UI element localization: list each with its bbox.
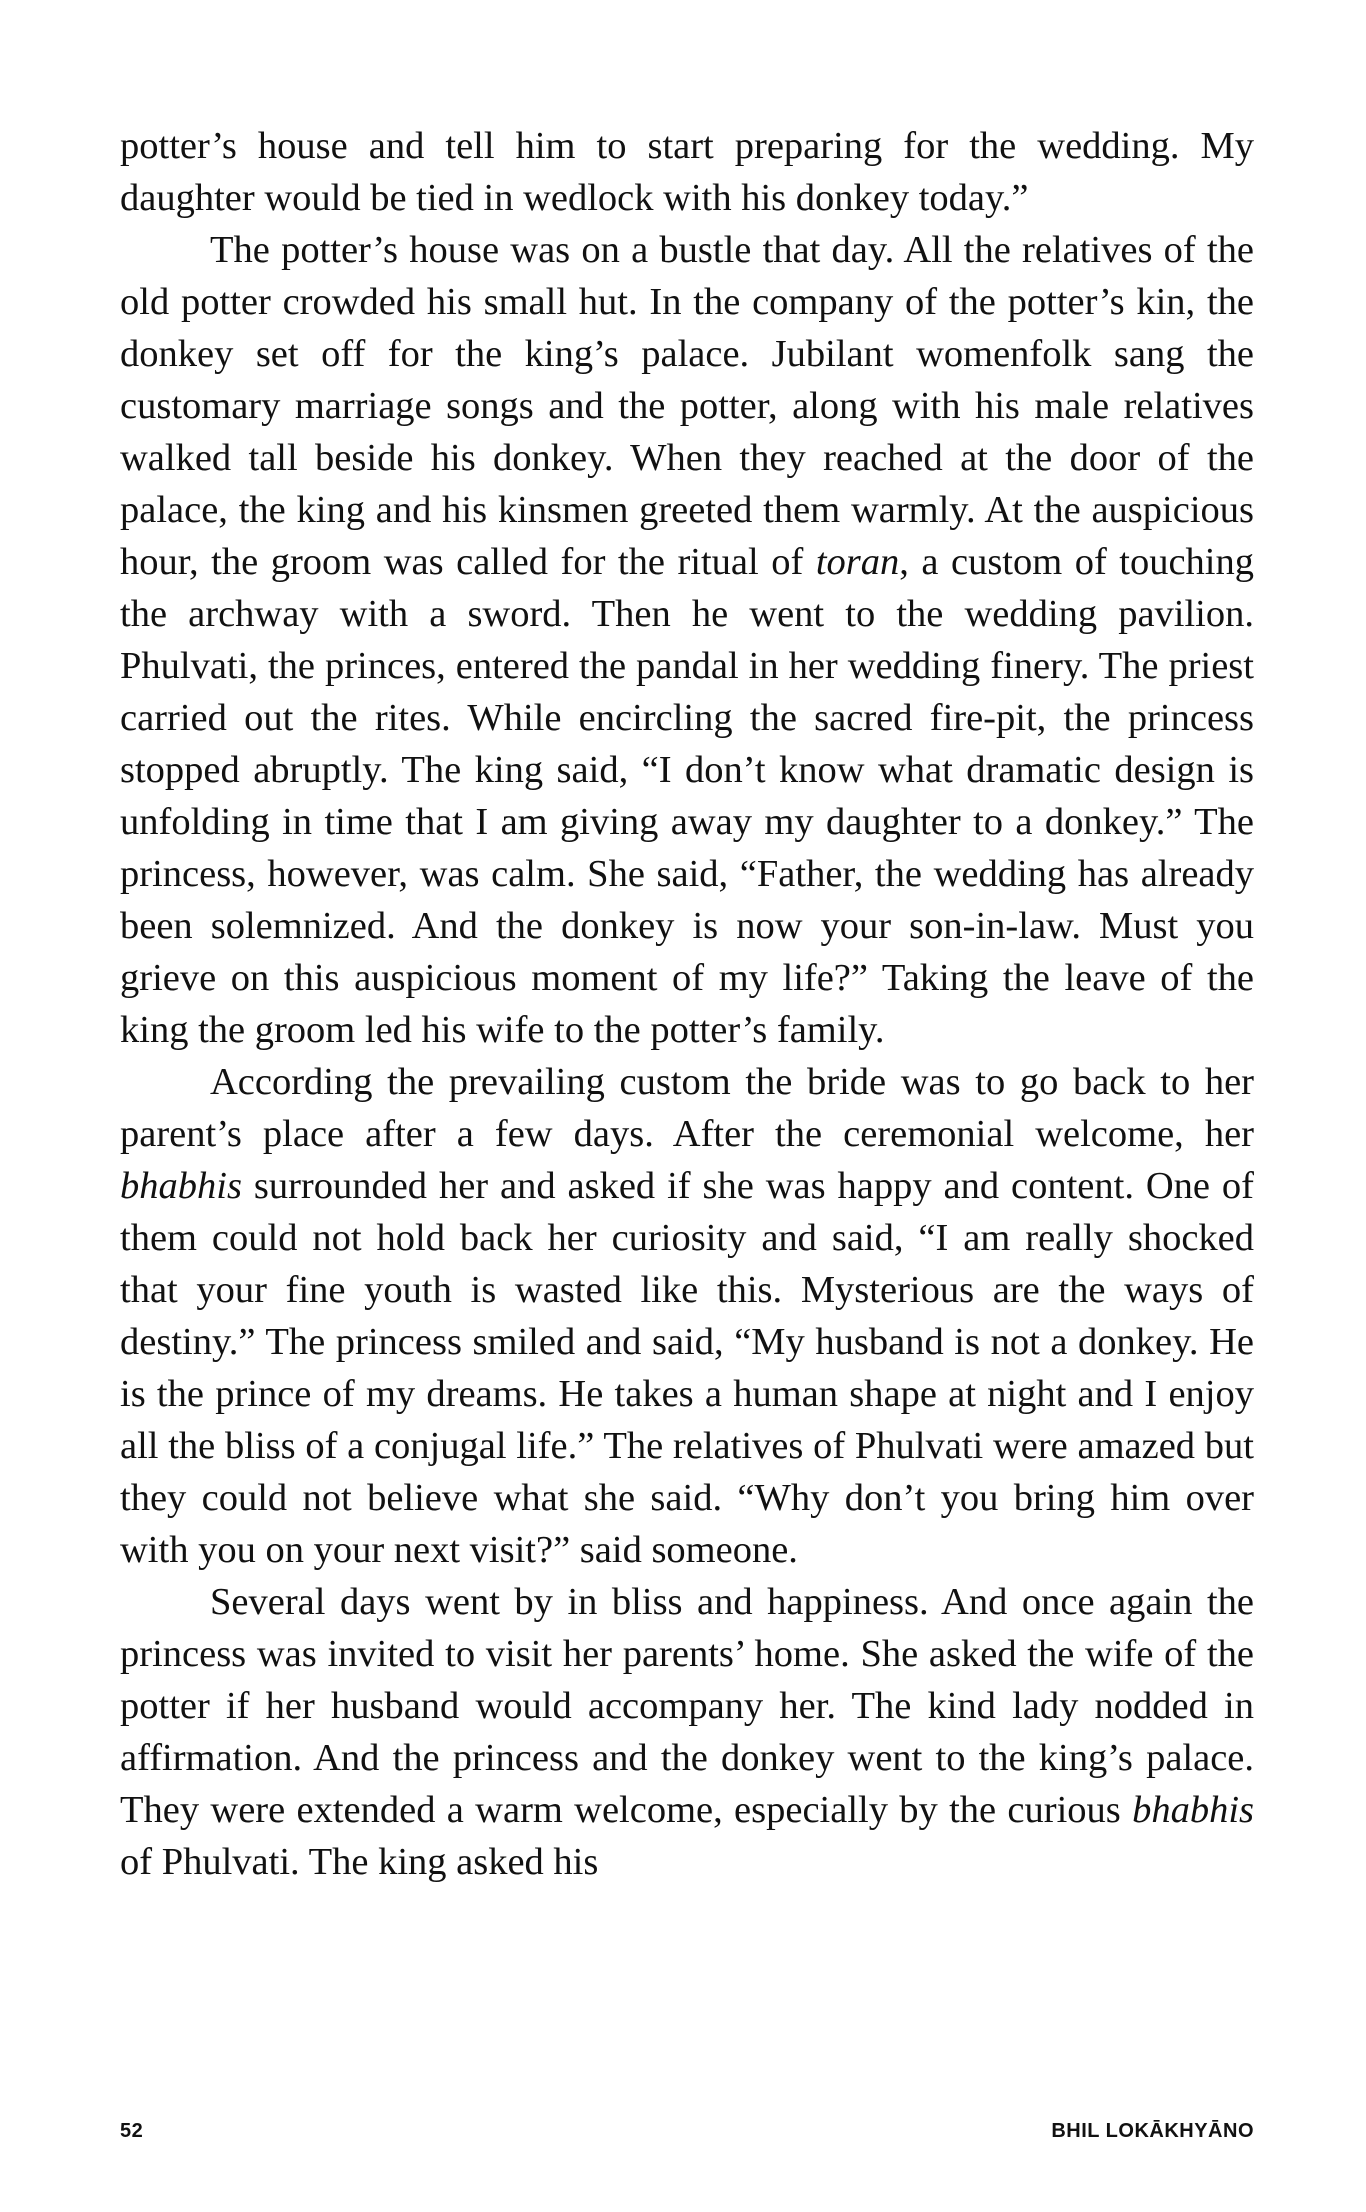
page-number: 52 xyxy=(120,2120,144,2142)
paragraph-1 xyxy=(120,120,1254,224)
book-page xyxy=(120,120,1254,1888)
paragraph-3 xyxy=(120,1056,1254,1576)
paragraph-2 xyxy=(120,224,1254,1056)
paragraph-3-text-b: surrounded her and asked if she was happy and content. One of them could not hold back her curiosity and said, “I am really shocked that your fine youth is wasted like this. Mysterious are the ways of destiny.” The princess smiled and said, “My husband is not a donkey. He is the prince of my dreams. He takes a human shape at night and I enjoy all the bliss of a conjugal life.” The relatives of Phulvati were amazed but they could not believe what she said. “Why don’t you bring him over with you on your next visit?” said someone. xyxy=(120,1165,1254,1571)
paragraph-4 xyxy=(120,1576,1254,1888)
paragraph-4-text-b: of Phulvati. The king asked his xyxy=(120,1841,599,1883)
italic-term-bhabhis: bhabhis xyxy=(120,1165,242,1207)
paragraph-2-text-b: , a custom of touching the archway with a sword. Then he went to the wedding pavilion. Phulvati, the princes, entered the pandal in her wedding finery. The priest carried out the rites. While encircling the sacred fire-pit, the princess stopped abruptly. The king said, “I don’t know what dramatic design is unfolding in time that I am giving away my daughter to a donkey.” The princess, however, was calm. She said, “Father, the wedding has already been solemnized. And the donkey is now your son-in-law. Must you grieve on this auspicious moment of my life?” Taking the leave of the king the groom led his wife to the potter’s family. xyxy=(120,541,1255,1051)
italic-term-bhabhis-2: bhabhis xyxy=(1132,1789,1254,1831)
italic-term-toran: toran xyxy=(815,541,900,583)
paragraph-2-text-a: The potter’s house was on a bustle that day. All the relatives of the old potter crowded his small hut. In the company of the potter’s kin, the donkey set off for the king’s palace. Jubilant womenfolk sang the customary marriage songs and the potter, along with his male relatives walked tall beside his donkey. When they reached at the door of the palace, the king and his kinsmen greeted them warmly. At the auspicious hour, the groom was called for the ritual of xyxy=(120,229,1254,583)
page-footer xyxy=(120,2120,1254,2143)
paragraph-4-text-a: Several days went by in bliss and happiness. And once again the princess was invited to visit her parents’ home. She asked the wife of the potter if her husband would accompany her. The kind lady nodded in affirmation. And the princess and the donkey went to the king’s palace. They were extended a warm welcome, especially by the curious xyxy=(120,1581,1254,1831)
paragraph-3-text-a: According the prevailing custom the bride was to go back to her parent’s place after a few days. After the ceremonial welcome, her xyxy=(120,1061,1254,1155)
running-title: BHIL LOKĀKHYĀNO xyxy=(1051,2120,1254,2142)
body-text xyxy=(120,120,1254,1888)
paragraph-1-text: potter’s house and tell him to start preparing for the wedding. My daughter would be tied in wedlock with his donkey today.” xyxy=(120,125,1254,219)
